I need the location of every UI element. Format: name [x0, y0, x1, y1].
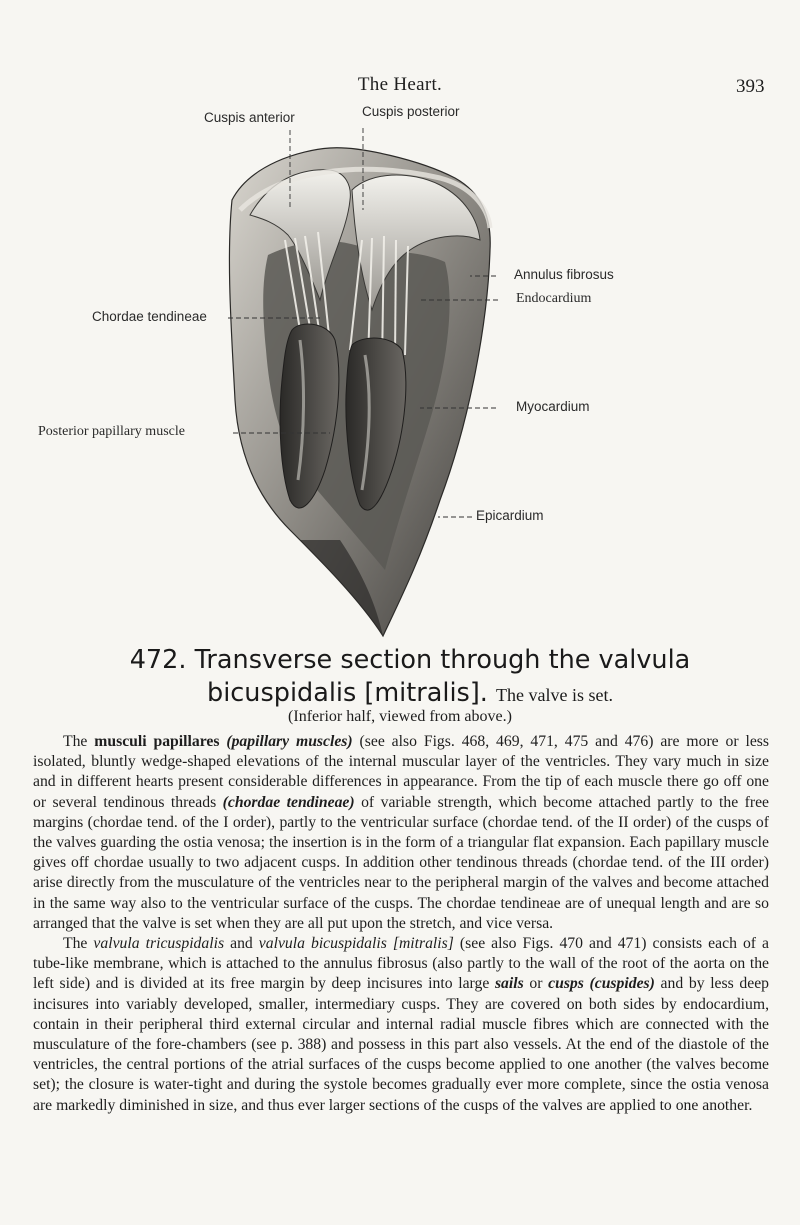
label-posterior-papillary-muscle: Posterior papillary muscle [38, 424, 185, 439]
label-annulus-fibrosus: Annulus fibrosus [514, 267, 614, 282]
label-epicardium: Epicardium [476, 508, 544, 523]
label-cuspis-anterior: Cuspis anterior [204, 110, 295, 125]
term-sails: sails [494, 975, 524, 993]
running-header: The Heart. [357, 74, 443, 95]
paragraph-papillary-muscles: The musculi papillares (papillary muscles) (see also Figs. 468, 469, 471, 475 and 476) are more or less isolated, bluntly wedge-shaped elevations of the internal muscular layer of the ventricles. They vary much in size and in different hearts present considerable differences in appearance. From the tip of each muscle there go off one or several tendinous threads (chordae tendineae) of variable strength, which become attached partly to the free margins (chordae tend. of the I order), partly to the ventricular surface (chordae tend. of the II order) of the cusps of the valves guarding the ostia venosa; the insertion is in the form of a triangular flat expansion. Each papillary muscle gives off chordae usually to two adjacent cusps. In addition other tendinous threads (chordae tend. of the III order) arise directly from the musculature of the ventricles near to the peripheral margin of the valves and become attached in the same way also to the ventricular surface of the cusps. The chordae tendineae are of unequal length and are so arranged that the valve is set when they are all put upon the stretch, and vice versa. [33, 733, 770, 932]
label-endocardium: Endocardium [516, 291, 592, 306]
term-valvula-tricuspidalis: valvula tricuspidalis [93, 935, 225, 953]
term-chordae-tendineae: (chordae tendineae) [222, 793, 355, 811]
term-musculi-papillares: musculi papillares [94, 733, 220, 750]
figure-note: The valve is set. [496, 685, 613, 705]
label-chordae-tendineae: Chordae tendineae [92, 309, 207, 324]
term-valvula-bicuspidalis: valvula bicuspidalis [mitralis] [258, 935, 454, 953]
paragraph-valves: The valvula tricuspidalis and valvula bicuspidalis [mitralis] (see also Figs. 470 and 471) consists each of a tube-like membrane, which is attached to the annulus fibrosus (also partly to the wall of the root of the aorta on the left side) and is divided at its free margin by deep incisures into large sails or cusps (cuspides) and by less deep incisures into variably developed, smaller, intermediary cusps. They are covered on both sides by endocardium, contain in their peripheral third external circular and internal radial muscle fibres which are connected with the musculature of the fore-chambers (see p. 388) and possess in this part also vessels. At the end of the diastole of the ventricles, the central portions of the atrial surfaces of the cusps become applied to one another (the valves become set); the closure is water-tight and during the systole becomes gradually ever more complete, since the ostia venosa are markedly diminished in size, and thus ever larger sections of the cusps of the valves are applied to one another. [33, 935, 769, 1114]
page-number: 393 [736, 76, 765, 97]
figure-subtitle: (Inferior half, viewed from above.) [288, 708, 512, 725]
term-papillary-muscles: (papillary muscles) [226, 733, 353, 750]
figure-caption [70, 644, 750, 712]
label-cuspis-posterior: Cuspis posterior [362, 104, 460, 119]
figure-number: 472. [129, 645, 187, 675]
body-text [33, 732, 769, 1116]
label-myocardium: Myocardium [516, 399, 590, 414]
figure-title: Transverse section through the valvula bicuspidalis [mitralis]. [194, 645, 691, 708]
term-cusps: cusps (cuspides) [548, 975, 655, 993]
